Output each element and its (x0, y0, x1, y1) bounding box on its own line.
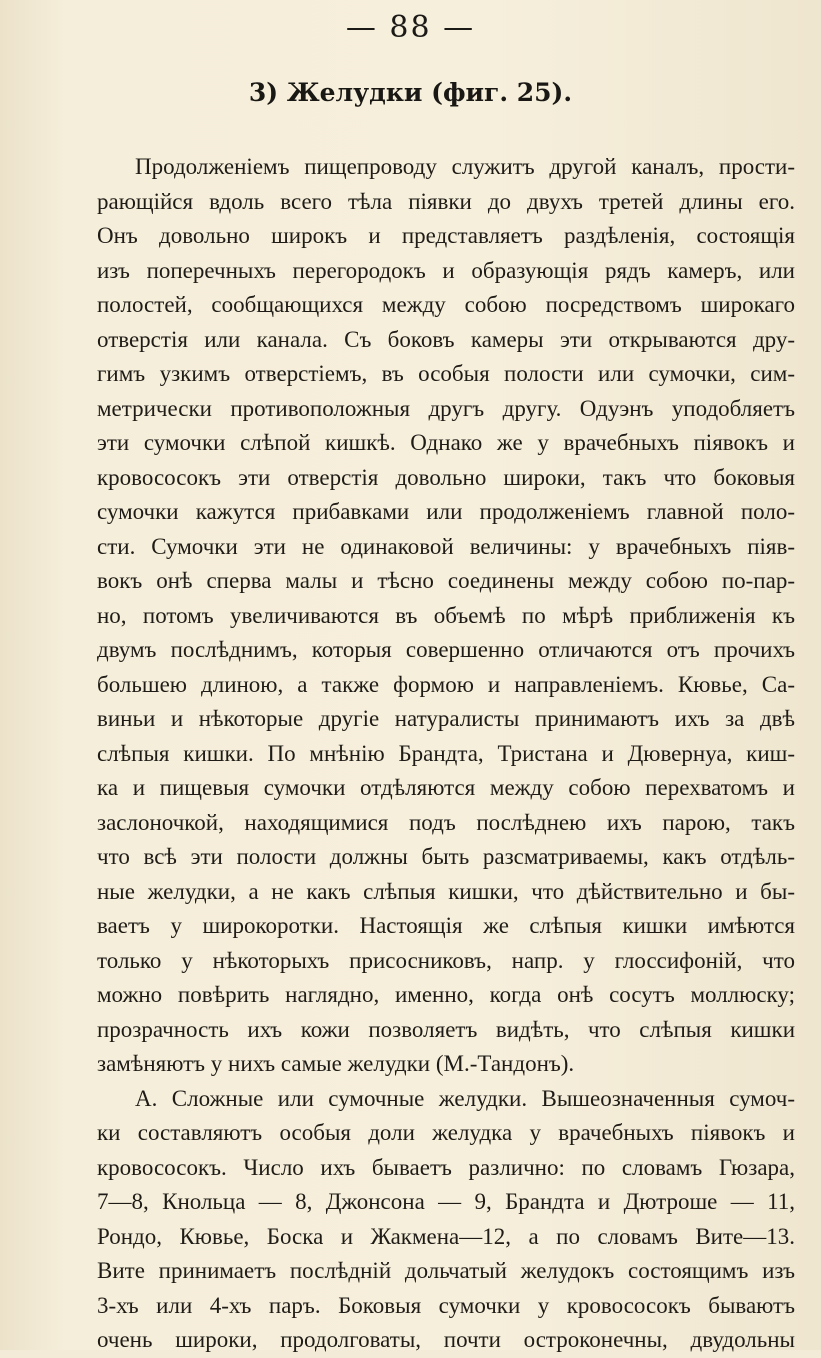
text-line: 7—8, Кнольца — 8, Джонсона — 9, Брандта и Дютроше — 11, (97, 1189, 795, 1214)
text-line: сти. Сумочки эти не одинаковой величины: у врачебныхъ піяв- (97, 533, 795, 559)
text-line: двумъ послѣднимъ, которыя совершенно отличаются отъ прочихъ (97, 637, 795, 662)
text-line: большею длиною, а также формою и направленіемъ. Кювье, Са- (97, 671, 795, 697)
text-line: изъ поперечныхъ перегородокъ и образующія рядъ камеръ, или (97, 257, 795, 283)
section-title: 3) Желудки (фиг. 25). (248, 78, 573, 107)
text-line: эти сумочки слѣпой кишкѣ. Однако же у врачебныхъ піявокъ и (97, 430, 795, 455)
text-line: Продолженіемъ пищепроводу служитъ другой каналъ, прости- (135, 154, 795, 179)
text-line: кровососокъ эти отверстія довольно широки, такъ что боковыя (97, 464, 795, 490)
text-line: вокъ онѣ сперва малы и тѣсно соединены между собою по-пар- (97, 568, 795, 593)
text-line: отверстія или канала. Съ боковъ камеры эти открываются дру- (97, 326, 795, 352)
text-line: ка и пищевыя сумочки отдѣляются между собою перехватомъ и (97, 775, 795, 800)
text-line: Вите принимаетъ послѣдній дольчатый желудокъ состоящимъ изъ (97, 1258, 795, 1283)
text-line: ки составляютъ особыя доли желудка у врачебныхъ піявокъ и (97, 1120, 795, 1145)
text-line: прозрачность ихъ кожи позволяетъ видѣть, что слѣпыя кишки (97, 1016, 795, 1042)
page-number: — 88 — (345, 10, 476, 45)
text-line: метрически противоположныя другъ другу. Одуэнъ уподобляетъ (97, 395, 795, 421)
text-line: Рондо, Кювье, Боска и Жакмена—12, а по словамъ Вите—13. (97, 1223, 795, 1249)
text-line: кровососокъ. Число ихъ бываетъ различно: по словамъ Гюзара, (97, 1154, 795, 1180)
text-line: виньи и нѣкоторые другіе натуралисты принимаютъ ихъ за двѣ (97, 706, 795, 731)
text-line: полостей, сообщающихся между собою посредствомъ широкаго (97, 292, 795, 317)
text-line: очень широки, продолговаты, почти остроконечны, двудольны (97, 1327, 795, 1352)
text-line: А. Сложные или сумочные желудки. Вышеозначенныя сумоч- (135, 1085, 795, 1111)
text-line: заслоночкой, находящимися подъ послѣднею ихъ парою, такъ (97, 809, 795, 835)
text-line: что всѣ эти полости должны быть разсматриваемы, какъ отдѣль- (97, 844, 795, 869)
text-line: но, потомъ увеличиваются въ объемѣ по мѣрѣ приближенія къ (97, 602, 795, 628)
text-line: только у нѣкоторыхъ присосниковъ, напр. у глоссифоній, что (97, 947, 795, 973)
text-line: рающійся вдоль всего тѣла піявки до двухъ третей длины его. (97, 188, 795, 214)
text-line: замѣняютъ у нихъ самые желудки (М.-Тандонъ). (97, 1051, 575, 1076)
text-line: Онъ довольно широкъ и представляетъ раздѣленія, состоящія (97, 223, 795, 248)
text-line: слѣпыя кишки. По мнѣнію Брандта, Тристана и Дювернуа, киш- (97, 740, 795, 766)
body-text (97, 150, 795, 1358)
text-line: 3-хъ или 4-хъ паръ. Боковыя сумочки у кровососокъ бываютъ (97, 1292, 795, 1318)
text-line: гимъ узкимъ отверстіемъ, въ особыя полости или сумочки, сим- (97, 361, 795, 386)
text-line: ные желудки, а не какъ слѣпыя кишки, что дѣйствительно и бы- (97, 878, 795, 904)
text-line: можно повѣрить наглядно, именно, когда онѣ сосутъ моллюску; (97, 982, 795, 1007)
text-line: ваетъ у широкоротки. Настоящія же слѣпыя кишки имѣются (97, 913, 795, 938)
text-line: сумочки кажутся прибавками или продолженіемъ главной поло- (97, 499, 795, 524)
